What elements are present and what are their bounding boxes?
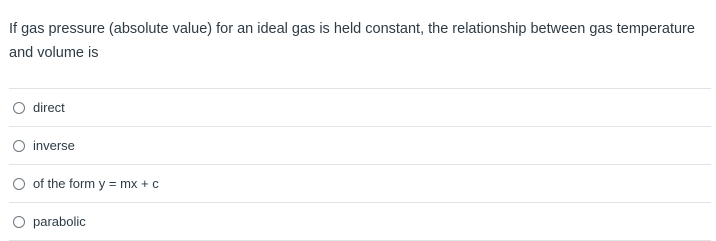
radio-button[interactable]	[13, 102, 25, 114]
answer-list	[9, 88, 711, 241]
radio-button[interactable]	[13, 216, 25, 228]
answer-option-direct[interactable]	[9, 89, 711, 127]
answer-label: of the form y = mx + c	[33, 175, 159, 191]
answer-label: direct	[33, 99, 65, 115]
answer-option-inverse[interactable]	[9, 127, 711, 165]
answer-option-parabolic[interactable]	[9, 203, 711, 241]
question-text: If gas pressure (absolute value) for an ideal gas is held constant, the relationship between gas temperature and volume is	[9, 21, 695, 61]
answer-label: parabolic	[33, 213, 86, 229]
radio-button[interactable]	[13, 140, 25, 152]
answer-label: inverse	[33, 137, 75, 153]
radio-button[interactable]	[13, 178, 25, 190]
answer-option-linear[interactable]	[9, 165, 711, 203]
